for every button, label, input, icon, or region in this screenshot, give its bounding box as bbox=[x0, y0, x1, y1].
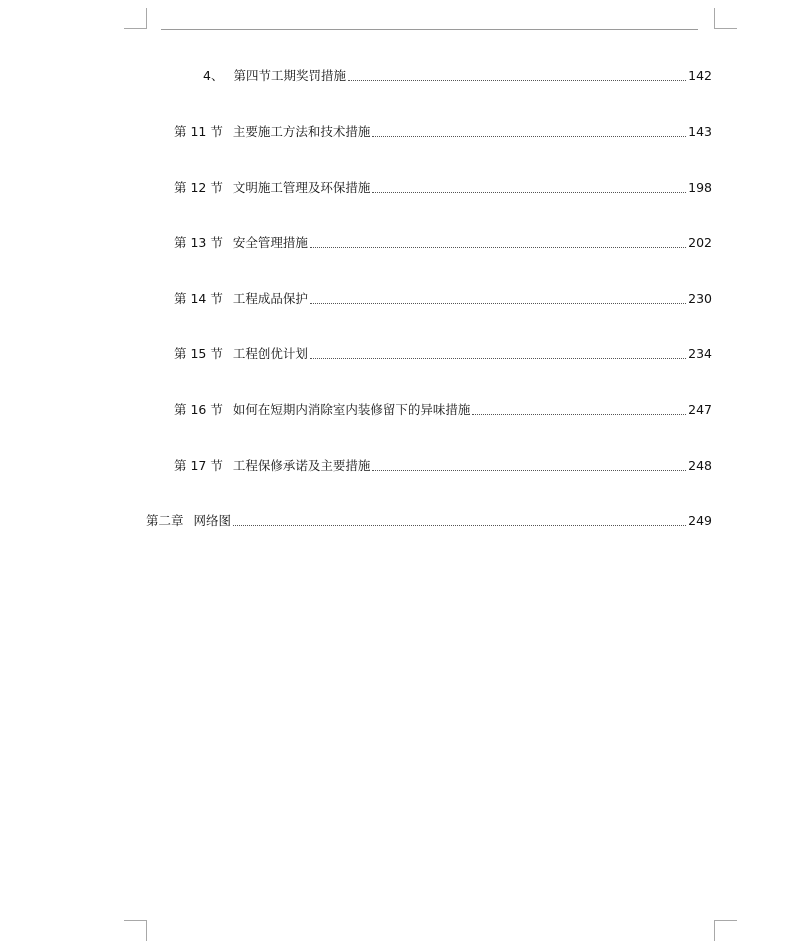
toc-entry-title: 第四节工期奖罚措施 bbox=[233, 68, 346, 83]
toc-entry-4[interactable] bbox=[174, 234, 712, 252]
header-rule bbox=[161, 29, 698, 30]
toc-entry-page: 198 bbox=[688, 180, 712, 195]
toc-entry-title: 工程保修承诺及主要措施 bbox=[232, 458, 371, 473]
toc-entry-number: 第 13 节 bbox=[174, 235, 223, 250]
toc-entry-2[interactable] bbox=[174, 123, 712, 141]
toc-entry-page: 143 bbox=[688, 124, 712, 139]
dot-leader bbox=[310, 247, 686, 248]
dot-leader bbox=[372, 136, 686, 137]
toc-entry-number: 第 16 节 bbox=[174, 402, 223, 417]
toc-entry-title: 如何在短期内消除室内装修留下的异味措施 bbox=[232, 402, 471, 417]
dot-leader bbox=[348, 80, 686, 81]
toc-entry-page: 142 bbox=[688, 68, 712, 83]
toc-entry-title: 文明施工管理及环保措施 bbox=[232, 180, 371, 195]
toc-entry-number: 第 14 节 bbox=[174, 291, 223, 306]
crop-mark-bottom-left bbox=[124, 920, 147, 941]
dot-leader bbox=[310, 358, 686, 359]
toc-entry-7[interactable] bbox=[174, 401, 712, 419]
toc-entry-page: 247 bbox=[688, 402, 712, 417]
toc-entry-page: 249 bbox=[688, 513, 712, 528]
toc-entry-number: 第二章 bbox=[146, 513, 184, 528]
toc-entry-8[interactable] bbox=[174, 457, 712, 475]
crop-mark-top-left bbox=[124, 8, 147, 29]
toc-entry-page: 234 bbox=[688, 346, 712, 361]
toc-entry-title: 工程成品保护 bbox=[232, 291, 308, 306]
dot-leader bbox=[310, 303, 686, 304]
toc-entry-number: 第 12 节 bbox=[174, 180, 223, 195]
dot-leader bbox=[233, 525, 686, 526]
dot-leader bbox=[472, 414, 686, 415]
toc-entry-5[interactable] bbox=[174, 290, 712, 308]
dot-leader bbox=[372, 192, 686, 193]
toc-entry-3[interactable] bbox=[174, 179, 712, 197]
toc-entry-page: 248 bbox=[688, 458, 712, 473]
toc-entry-number: 第 17 节 bbox=[174, 458, 223, 473]
toc-entry-page: 202 bbox=[688, 235, 712, 250]
toc-entry-number: 第 15 节 bbox=[174, 346, 223, 361]
toc-entry-title: 网络图 bbox=[193, 513, 232, 528]
toc-entry-title: 工程创优计划 bbox=[232, 346, 308, 361]
toc-entry-9[interactable] bbox=[146, 512, 712, 530]
toc-entry-number: 4、 bbox=[203, 68, 224, 83]
toc-entry-title: 主要施工方法和技术措施 bbox=[232, 124, 371, 139]
toc-entry-page: 230 bbox=[688, 291, 712, 306]
toc-entry-number: 第 11 节 bbox=[174, 124, 223, 139]
toc-entry-title: 安全管理措施 bbox=[232, 235, 308, 250]
toc-entry-1[interactable] bbox=[203, 67, 712, 85]
crop-mark-top-right bbox=[714, 8, 737, 29]
crop-mark-bottom-right bbox=[714, 920, 737, 941]
dot-leader bbox=[372, 470, 686, 471]
toc-entry-6[interactable] bbox=[174, 345, 712, 363]
